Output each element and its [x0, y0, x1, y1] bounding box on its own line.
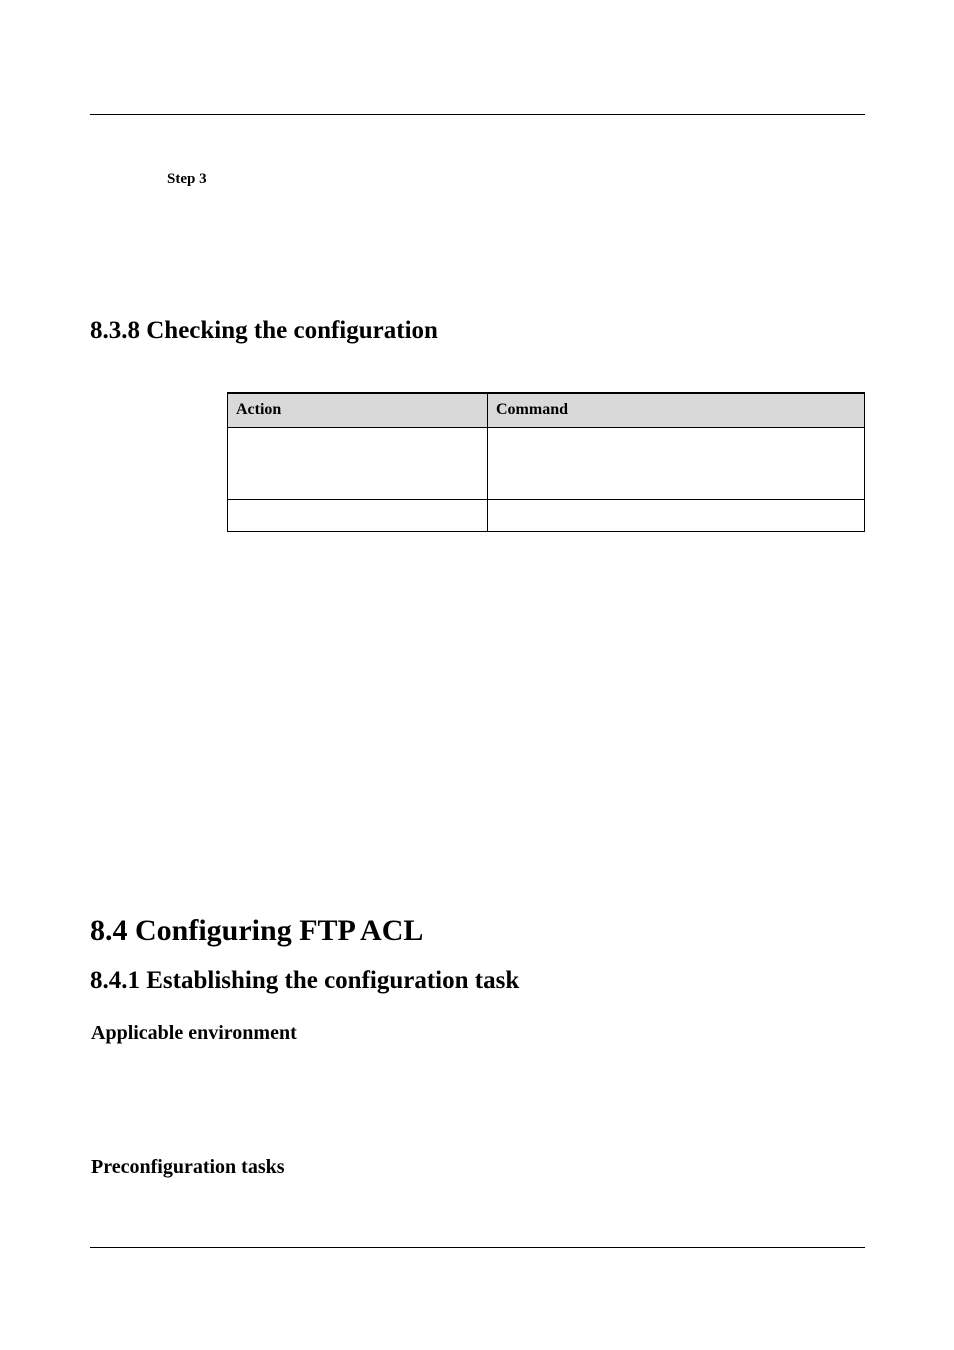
column-header-action: Action — [228, 393, 488, 427]
table-cell-command — [488, 427, 865, 499]
footer-rule — [90, 1247, 865, 1248]
check-configuration-table — [227, 392, 865, 532]
section-heading-establishing: 8.4.1 Establishing the configuration task — [90, 967, 520, 994]
subheading-preconfiguration-tasks: Preconfiguration tasks — [91, 1156, 285, 1178]
header-rule — [90, 114, 865, 115]
table-header-row — [228, 393, 865, 427]
table-row — [228, 427, 865, 499]
section-heading-ftp-acl: 8.4 Configuring FTP ACL — [90, 914, 424, 947]
table-cell-command — [488, 499, 865, 531]
step-label: Step 3 — [167, 171, 207, 187]
section-heading-checking: 8.3.8 Checking the configuration — [90, 317, 438, 344]
table-row — [228, 499, 865, 531]
table-cell-action — [228, 499, 488, 531]
table-cell-action — [228, 427, 488, 499]
subheading-applicable-environment: Applicable environment — [91, 1022, 297, 1044]
column-header-command: Command — [488, 393, 865, 427]
